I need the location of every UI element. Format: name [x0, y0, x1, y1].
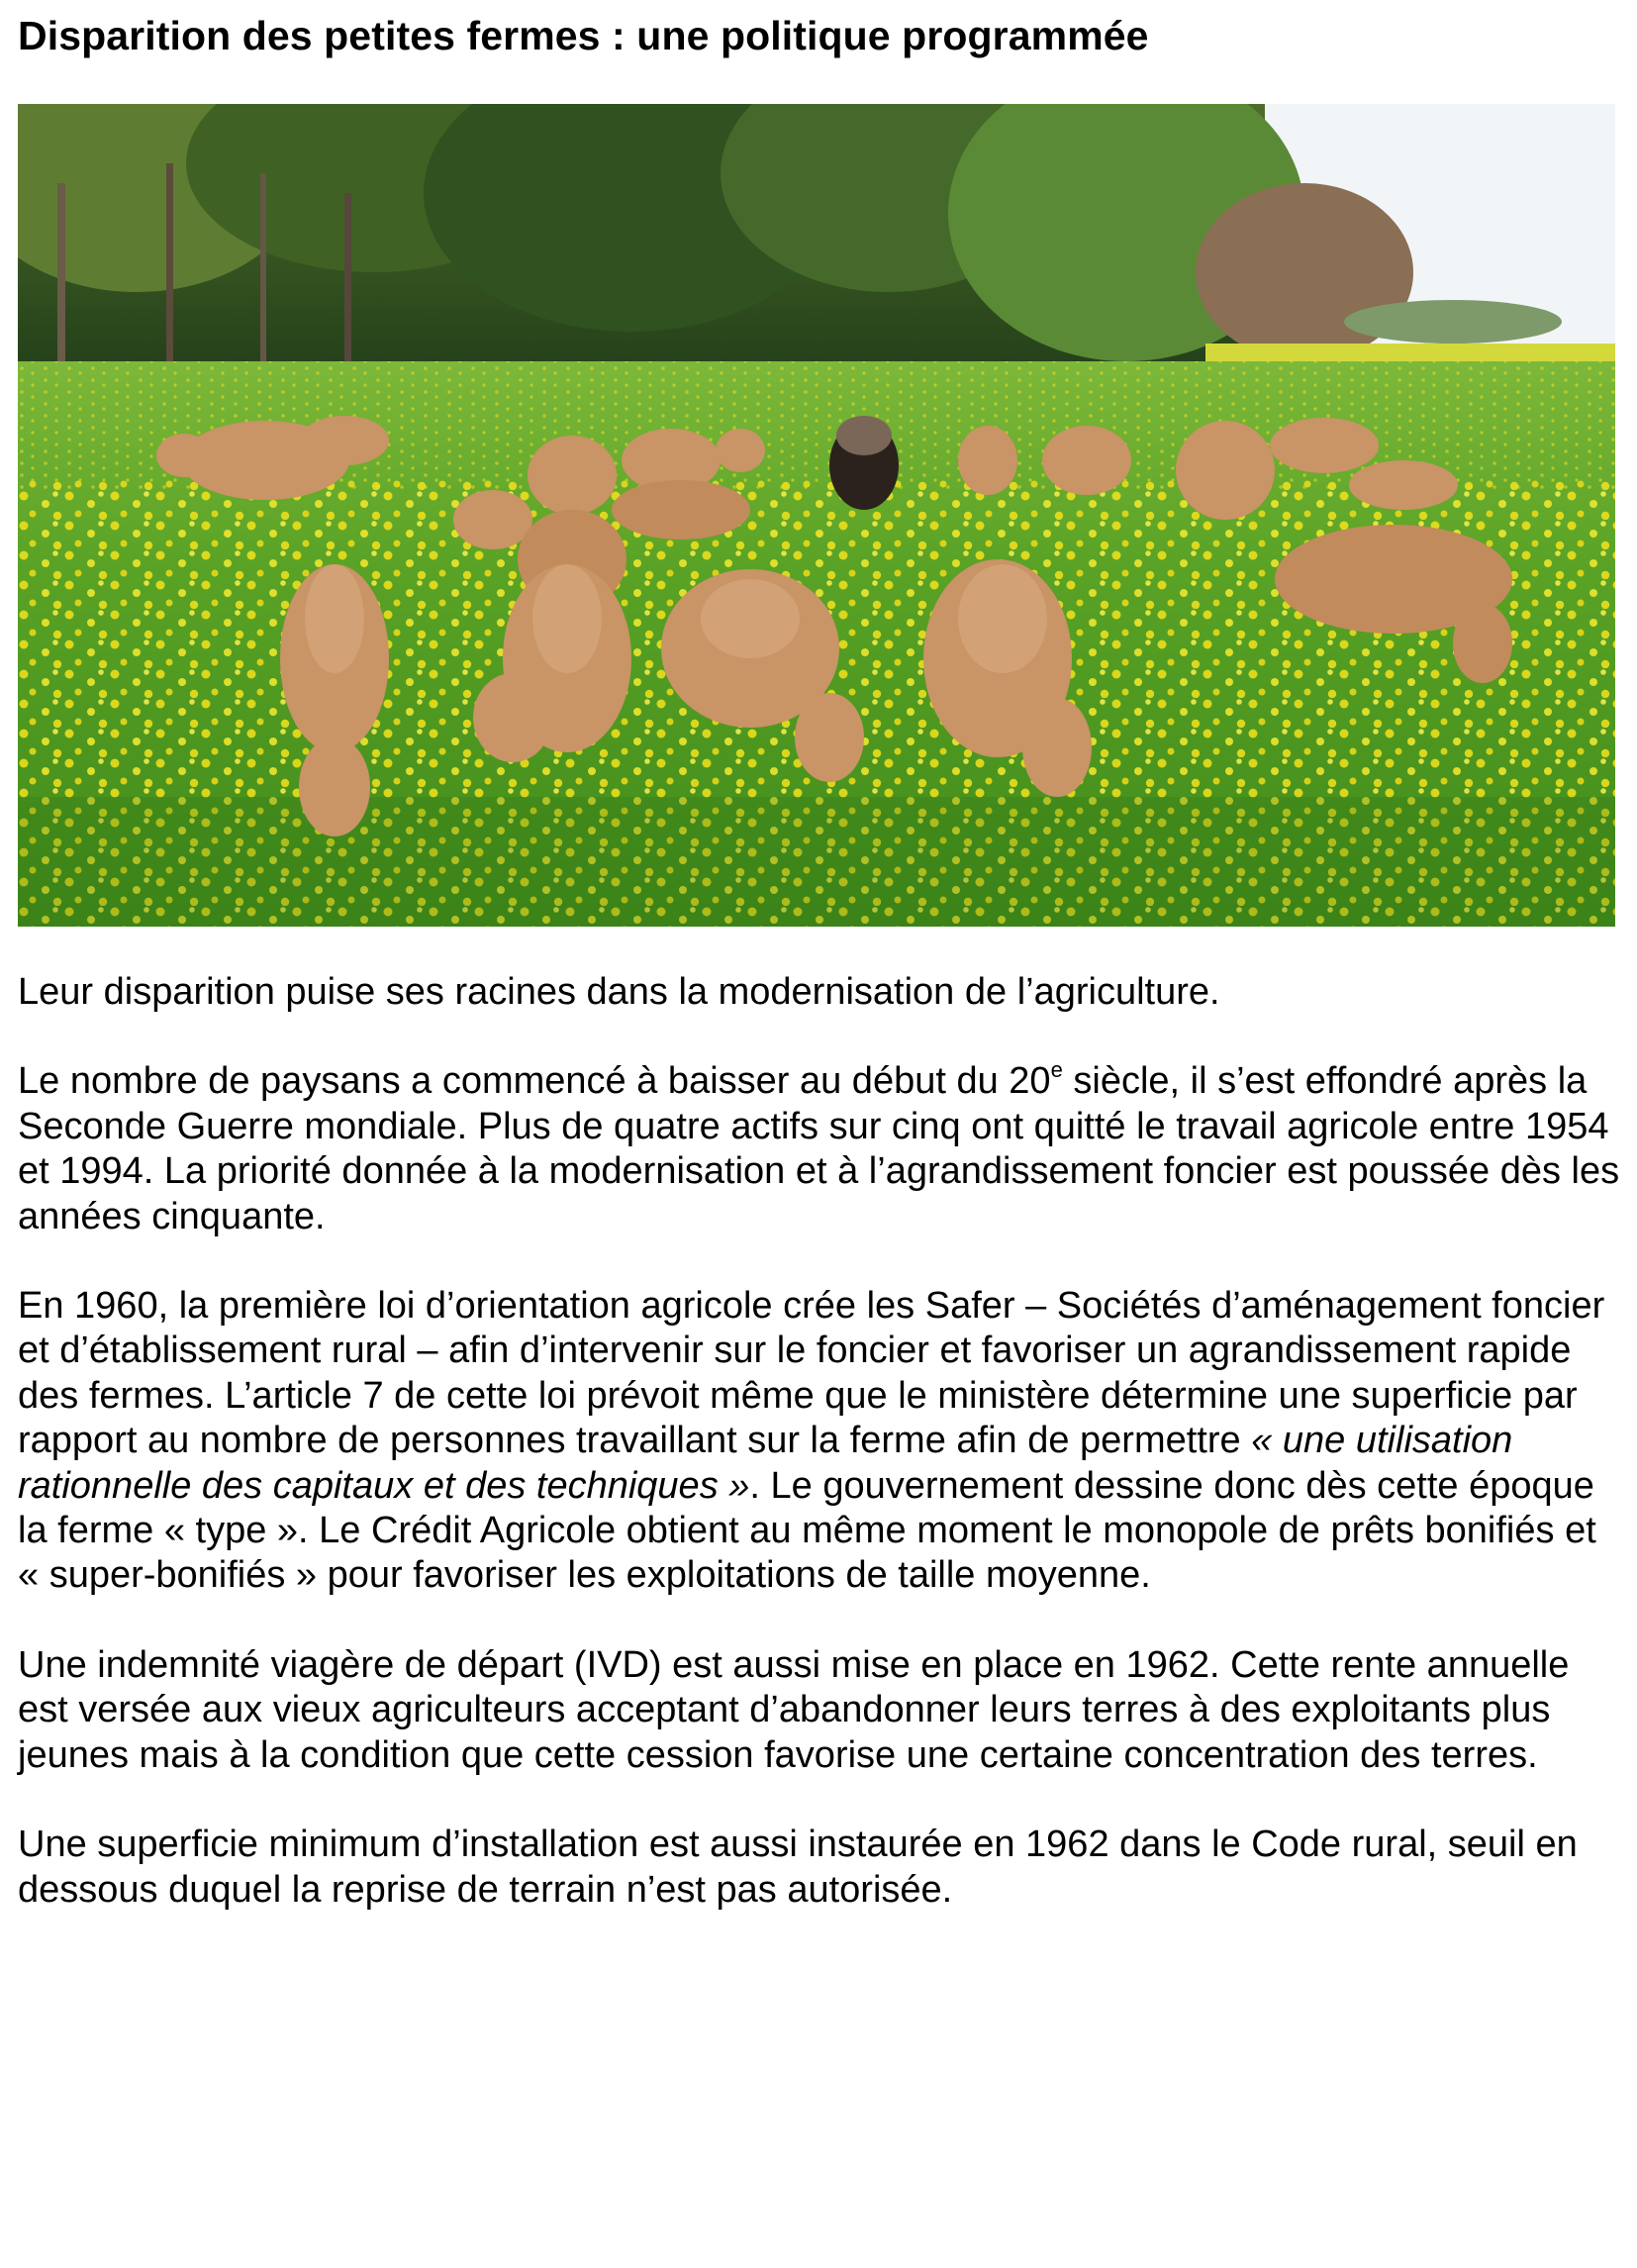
paragraph-5: Une superficie minimum d’installation est aussi instaurée en 1962 dans le Code rural, seuil en dessous duquel la reprise de terrain n’est pas autorisée.	[18, 1824, 1578, 1911]
law-quote: « une utilisation rationnelle des capitaux et des techniques »	[18, 1420, 1513, 1507]
paragraph-2-text-end: siècle, il s’est effondré après la Seconde Guerre mondiale. Plus de quatre actifs sur cinq ont quitté le travail agricole entre 1954 et 1994. La priorité donnée à la modernisation et à l’agrandissement foncier est poussée dès les années cinquante.	[18, 1060, 1620, 1237]
century-superscript: e	[1050, 1057, 1063, 1083]
article-body	[18, 970, 1626, 1957]
paragraph-4: Une indemnité viagère de départ (IVD) est aussi mise en place en 1962. Cette rente annuelle est versée aux vieux agriculteurs acceptant d’abandonner leurs terres à des exploitants plus jeunes mais à la condition que cette cession favorise une certaine concentration des terres.	[18, 1643, 1570, 1776]
paragraph-3-text-start: En 1960, la première loi d’orientation agricole crée les Safer – Sociétés d’aménagement foncier et d’établissement rural – afin d’intervenir sur le foncier et favoriser un agrandissement rapide des fermes. L’article 7 de cette loi prévoit même que le ministère détermine une superficie par rapport au nombre de personnes travaillant sur la ferme afin de permettre	[18, 1285, 1605, 1462]
paragraph-3-text-end: . Le gouvernement dessine donc dès cette époque la ferme « type ». Le Crédit Agricole obtient au même moment le monopole de prêts bonifiés et « super-bonifiés » pour favoriser les exploitations de taille moyenne.	[18, 1464, 1596, 1597]
article	[18, 0, 1621, 1911]
paragraph-2-text-start: Le nombre de paysans a commencé à baisser au début du 20	[18, 1060, 1051, 1103]
paragraph-2	[18, 1059, 1626, 1239]
paragraph-3	[18, 1284, 1626, 1599]
cows-meadow-photo	[18, 104, 1615, 927]
paragraph-1: Leur disparition puise ses racines dans la modernisation de l’agriculture.	[18, 971, 1220, 1013]
article-title: Disparition des petites fermes : une politique programmée	[18, 13, 1149, 58]
